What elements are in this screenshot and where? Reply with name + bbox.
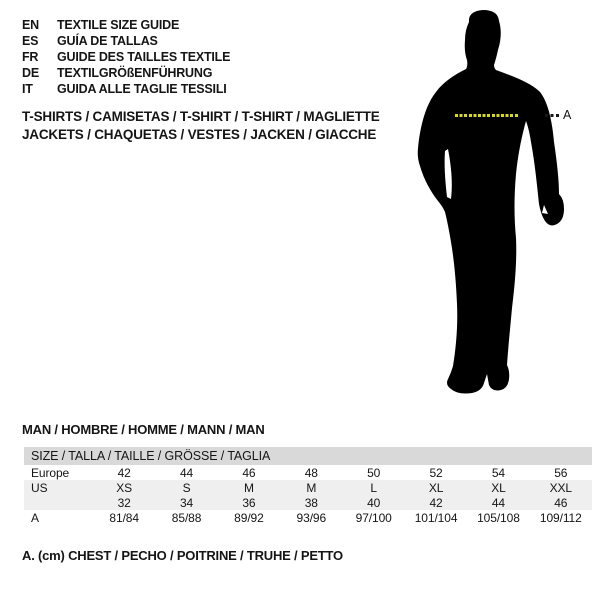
language-code: FR (22, 50, 39, 64)
size-cell: 105/108 (477, 510, 520, 525)
size-cell: 52 (429, 465, 443, 480)
size-cell: M (306, 480, 317, 495)
size-cell: XL (428, 480, 444, 495)
size-cell: M (243, 480, 254, 495)
language-title: GUIDA ALLE TAGLIE TESSILI (57, 82, 227, 96)
size-cell: 34 (179, 495, 194, 510)
category-tshirts-line: T-SHIRTS / CAMISETAS / T-SHIRT / T-SHIRT / MAGLIETTE (22, 109, 380, 124)
chest-measure-line-a (455, 114, 518, 117)
measure-pointer-dashes (545, 114, 559, 117)
size-cell: S (182, 480, 191, 495)
size-cell: 56 (554, 465, 568, 480)
size-row-us (24, 480, 592, 495)
language-code: ES (22, 34, 39, 48)
size-cell: 40 (367, 495, 381, 510)
size-cell: 109/112 (539, 510, 582, 525)
language-row (22, 65, 230, 81)
language-title: TEXTILE SIZE GUIDE (57, 18, 180, 32)
size-cell: XS (116, 480, 133, 495)
size-cell: 46 (242, 465, 256, 480)
size-cell: 44 (491, 495, 506, 510)
size-cell: 85/88 (171, 510, 202, 525)
size-cell: 89/92 (234, 510, 264, 525)
row-label: Europe (31, 465, 70, 480)
size-cell: 50 (367, 465, 381, 480)
size-table-header: SIZE / TALLA / TAILLE / GRÖSSE / TAGLIA (24, 447, 592, 465)
language-list (22, 17, 230, 97)
size-cell: 36 (242, 495, 256, 510)
size-cell: 46 (554, 495, 568, 510)
size-row-europe (24, 465, 592, 480)
row-label: A (31, 510, 39, 525)
language-row (22, 49, 230, 65)
size-cell: 32 (117, 495, 131, 510)
size-row-3 (24, 495, 592, 510)
size-cell: 38 (304, 495, 318, 510)
size-table (24, 447, 592, 525)
language-code: EN (22, 18, 39, 32)
measure-label-a: A (563, 108, 572, 122)
row-label: US (31, 480, 48, 495)
size-row-a-chest (24, 510, 592, 525)
size-cell: 81/84 (109, 510, 139, 525)
language-title: GUIDE DES TAILLES TEXTILE (57, 50, 231, 64)
size-cell: 42 (429, 495, 443, 510)
size-cell: 97/100 (355, 510, 392, 525)
size-cell: XXL (549, 480, 572, 495)
section-title-man: MAN / HOMBRE / HOMME / MANN / MAN (22, 422, 265, 437)
language-code: IT (22, 82, 33, 96)
language-row (22, 81, 230, 97)
size-cell: L (370, 480, 377, 495)
category-lines (22, 108, 380, 144)
size-cell: 42 (117, 465, 131, 480)
footnote-chest: A. (cm) CHEST / PECHO / POITRINE / TRUHE / PETTO (22, 548, 343, 563)
size-cell: 93/96 (296, 510, 327, 525)
man-silhouette-figure (398, 8, 568, 398)
language-title: TEXTILGRÖßENFÜHRUNG (57, 66, 213, 80)
language-code: DE (22, 66, 39, 80)
language-row (22, 33, 230, 49)
size-cell: XL (491, 480, 506, 495)
language-title: GUÍA DE TALLAS (57, 34, 158, 48)
size-cell: 101/104 (414, 510, 458, 525)
size-cell: 48 (304, 465, 318, 480)
size-cell: 54 (491, 465, 506, 480)
size-cell: 44 (179, 465, 194, 480)
category-jackets-line: JACKETS / CHAQUETAS / VESTES / JACKEN / GIACCHE (22, 127, 377, 142)
language-row (22, 17, 230, 33)
